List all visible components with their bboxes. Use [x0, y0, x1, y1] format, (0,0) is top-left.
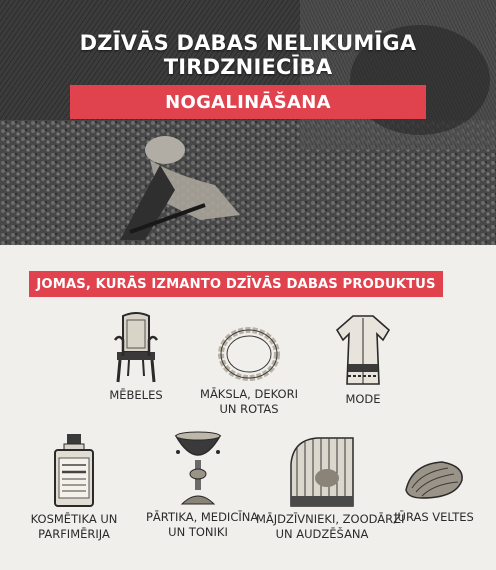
item-label-line1: PĀRTIKA, MEDICĪNA [146, 510, 259, 524]
necklace-icon [215, 325, 283, 383]
birdcage-icon [287, 434, 357, 510]
chalice-icon [170, 430, 226, 508]
section-heading: JOMAS, KURĀS IZMANTO DZĪVĀS DABAS PRODUKTUS [29, 271, 443, 297]
item-fashion [326, 314, 400, 407]
item-cosmetics-perfumery [28, 432, 120, 542]
item-label: MĒBELES [109, 388, 163, 402]
item-art-decor-jewelry [194, 325, 304, 417]
seashell-icon [402, 458, 466, 502]
perfume-bottle-icon [51, 432, 97, 508]
item-label: MODE [345, 392, 381, 406]
item-label-line2: UN TONIKI [168, 525, 228, 539]
item-seafood [386, 458, 482, 525]
item-label-line1: KOSMĒTIKA UN [30, 512, 118, 526]
chair-icon [113, 312, 159, 384]
item-label-line2: UN ROTAS [219, 402, 279, 416]
item-pets-zoos-breeding [256, 434, 405, 542]
item-food-medicine-tonics [146, 430, 259, 540]
hero-title-line2: TIRDZNIECĪBA [163, 55, 333, 79]
item-label-line2: PARFIMĒRIJA [38, 527, 110, 541]
item-furniture [96, 312, 176, 403]
hero-banner: NOGALINĀŠANA [70, 85, 426, 119]
garment-icon [335, 314, 391, 386]
hero-section [0, 0, 496, 245]
item-label-line1: MĀJDZĪVNIEKI, ZOODĀRZI [256, 512, 405, 526]
item-label-line1: MĀKSLA, DEKORI [200, 387, 298, 401]
item-label-line2: UN AUDZĒŠANA [275, 527, 369, 541]
hero-title-line1: DZĪVĀS DABAS NELIKUMĪGA [79, 31, 417, 55]
item-label: JŪRAS VELTES [394, 510, 474, 524]
hero-title [0, 31, 496, 79]
